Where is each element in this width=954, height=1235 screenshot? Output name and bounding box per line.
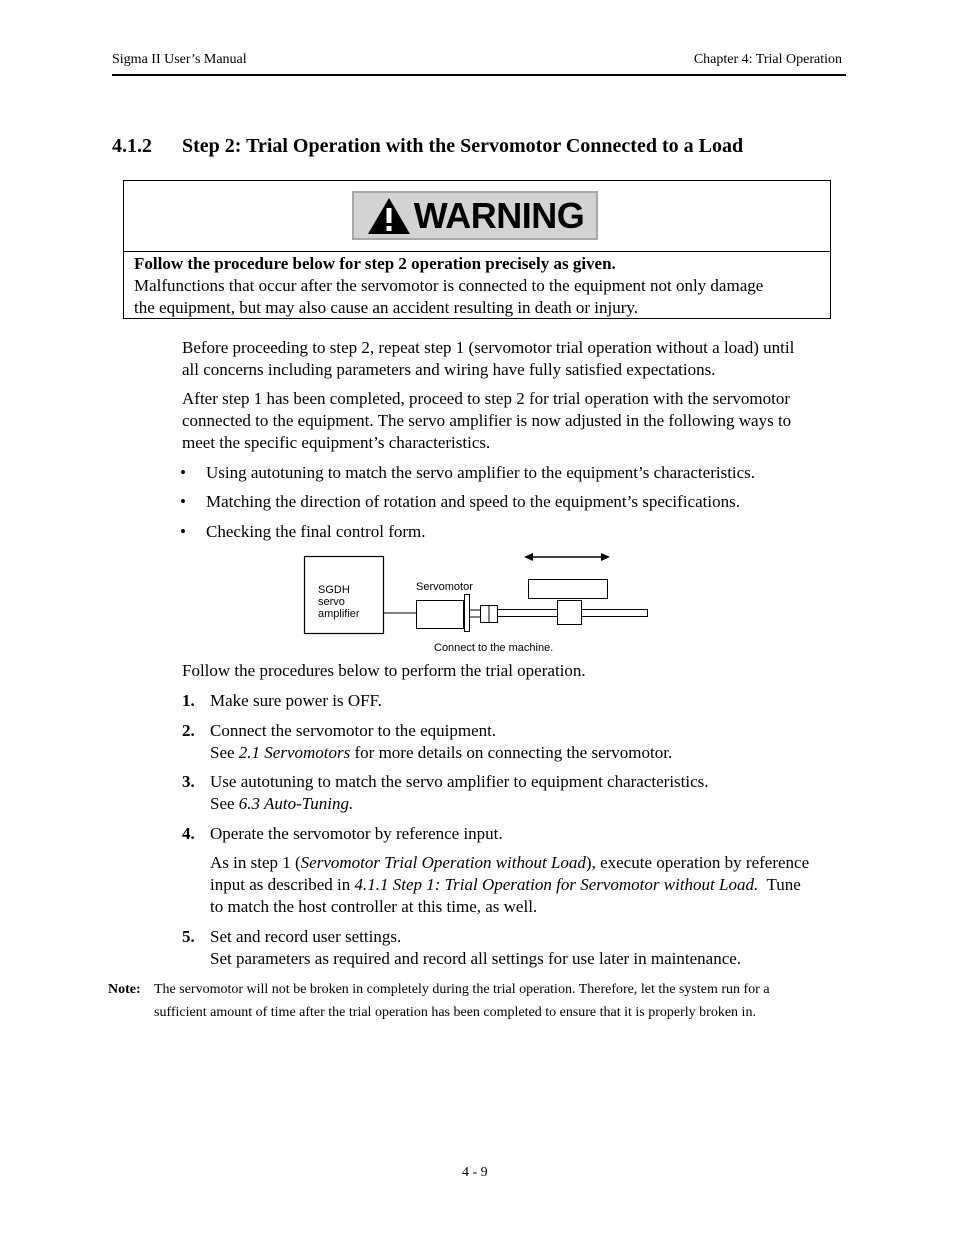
bullet-item bbox=[180, 521, 426, 543]
bullet-item bbox=[180, 491, 740, 513]
step-text: Operate the servomotor by reference input. bbox=[210, 824, 503, 843]
step-text: Use autotuning to match the servo amplifier to equipment characteristics. bbox=[210, 772, 709, 791]
step-detail: Set parameters as required and record all settings for use later in maintenance. bbox=[210, 949, 742, 968]
warning-text: WARNING bbox=[413, 194, 585, 236]
amplifier-label-line: amplifier bbox=[318, 608, 360, 620]
page-number: 4 - 9 bbox=[462, 1165, 488, 1180]
intro-paragraph-2 bbox=[182, 388, 872, 454]
text-line: all concerns including parameters and wiring have fully satisfied expectations. bbox=[182, 360, 716, 379]
step-number: 3. bbox=[182, 772, 195, 791]
warning-box bbox=[123, 180, 831, 319]
manual-title: Sigma II User’s Manual bbox=[112, 52, 247, 67]
bullet-text: Matching the direction of rotation and speed to the equipment’s specifications. bbox=[206, 492, 740, 511]
step-reference: See 6.3 Auto-Tuning. bbox=[210, 794, 354, 813]
servomotor-connection-diagram bbox=[300, 548, 660, 658]
step-text: Set and record user settings. bbox=[210, 927, 402, 946]
text-line: meet the specific equipment’s characteristics. bbox=[182, 433, 491, 452]
section-number: 4.1.2 bbox=[112, 135, 152, 157]
warning-line: the equipment, but may also cause an accident resulting in death or injury. bbox=[134, 298, 639, 317]
bullet-item bbox=[180, 462, 755, 484]
servomotor-label: Servomotor bbox=[416, 581, 473, 593]
warning-line: Malfunctions that occur after the servomotor is connected to the equipment not only damage bbox=[134, 276, 764, 295]
section-heading bbox=[112, 135, 743, 158]
bullet-text: Using autotuning to match the servo amplifier to the equipment’s characteristics. bbox=[206, 463, 756, 482]
step-text: Connect the servomotor to the equipment. bbox=[210, 721, 497, 740]
page-header bbox=[112, 52, 846, 76]
warning-triangle-icon bbox=[366, 196, 412, 236]
bullet-dot: • bbox=[180, 522, 186, 541]
procedures-intro: Follow the procedures below to perform the trial operation. bbox=[182, 661, 586, 680]
note-line: The servomotor will not be broken in completely during the trial operation. Therefore, let the system run for a bbox=[154, 982, 770, 997]
chapter-title: Chapter 4: Trial Operation bbox=[693, 52, 842, 67]
warning-body bbox=[124, 252, 830, 319]
bullet-text: Checking the final control form. bbox=[206, 522, 426, 541]
amplifier-label-line: SGDH bbox=[318, 584, 350, 596]
text-line: After step 1 has been completed, proceed to step 2 for trial operation with the servomotor bbox=[182, 389, 791, 408]
text-line: connected to the equipment. The servo amplifier is now adjusted in the following ways to bbox=[182, 411, 792, 430]
diagram-caption: Connect to the machine. bbox=[434, 642, 554, 654]
step-number: 2. bbox=[182, 721, 195, 740]
step-number: 1. bbox=[182, 691, 195, 710]
intro-paragraph-1 bbox=[182, 337, 872, 381]
bullet-dot: • bbox=[180, 492, 186, 511]
moving-nut bbox=[558, 601, 582, 625]
step-number: 4. bbox=[182, 824, 195, 843]
note-label: Note: bbox=[108, 982, 141, 997]
amplifier-label-line: servo bbox=[318, 596, 345, 608]
warning-label bbox=[352, 191, 598, 240]
text-line: Before proceeding to step 2, repeat step 1 (servomotor trial operation without a load) until bbox=[182, 338, 795, 357]
servomotor-flange bbox=[465, 595, 470, 632]
machine-table bbox=[529, 580, 608, 599]
section-title: Step 2: Trial Operation with the Servomotor Connected to a Load bbox=[182, 135, 744, 157]
note-line: sufficient amount of time after the trial operation has been completed to ensure that it is properly broken in. bbox=[154, 1005, 756, 1020]
bullet-dot: • bbox=[180, 463, 186, 482]
step-reference: See 2.1 Servomotors for more details on connecting the servomotor. bbox=[210, 743, 673, 762]
step-text: Make sure power is OFF. bbox=[210, 691, 382, 710]
servomotor-body bbox=[417, 601, 464, 629]
warning-header bbox=[124, 181, 830, 252]
warning-bold-line: Follow the procedure below for step 2 operation precisely as given. bbox=[134, 254, 616, 273]
step-number: 5. bbox=[182, 927, 195, 946]
step-detail: As in step 1 (Servomotor Trial Operation without Load), execute operation by reference input as described in 4.1.1 Step 1: Trial Operation for Servomotor without Load. Tune to match the host controller at this time, as well. bbox=[210, 853, 810, 916]
